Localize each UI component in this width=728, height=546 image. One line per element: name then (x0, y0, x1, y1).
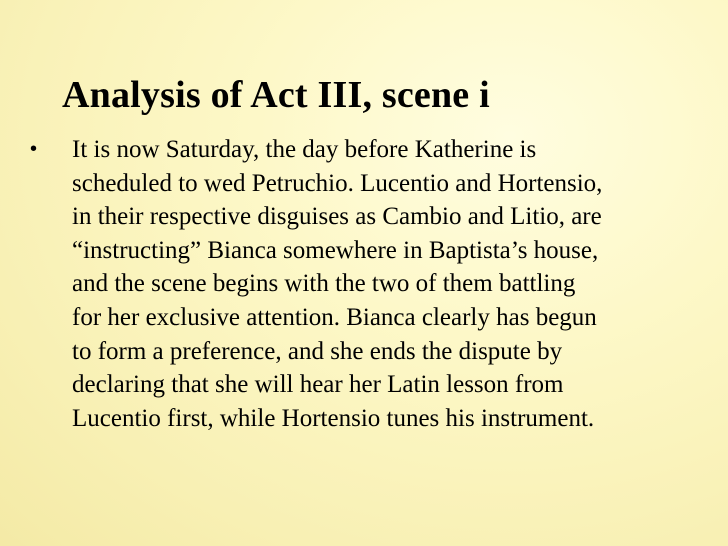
bullet-text-line: for her exclusive attention. Bianca clearly has begun (72, 303, 597, 331)
bullet-text-line: to form a preference, and she ends the dispute by (72, 337, 563, 365)
bullet-text-line: scheduled to wed Petruchio. Lucentio and Hortensio, (72, 169, 603, 197)
bullet-text-line: in their respective disguises as Cambio and Litio, are (72, 203, 602, 231)
slide-title: Analysis of Act III, scene i (62, 74, 490, 116)
bullet-text (72, 133, 710, 435)
bullet-text-line: It is now Saturday, the day before Katherine is (72, 136, 537, 163)
bullet-item (30, 133, 710, 435)
bullet-text-line: Lucentio first, while Hortensio tunes his instrument. (72, 404, 595, 432)
bullet-text-line: “instructing” Bianca somewhere in Baptista’s house, (72, 236, 599, 264)
bullet-list (30, 133, 710, 435)
bullet-text-line: declaring that she will hear her Latin lesson from (72, 371, 564, 399)
bullet-text-line: and the scene begins with the two of them battling (72, 270, 576, 298)
bullet-marker: • (30, 138, 38, 160)
